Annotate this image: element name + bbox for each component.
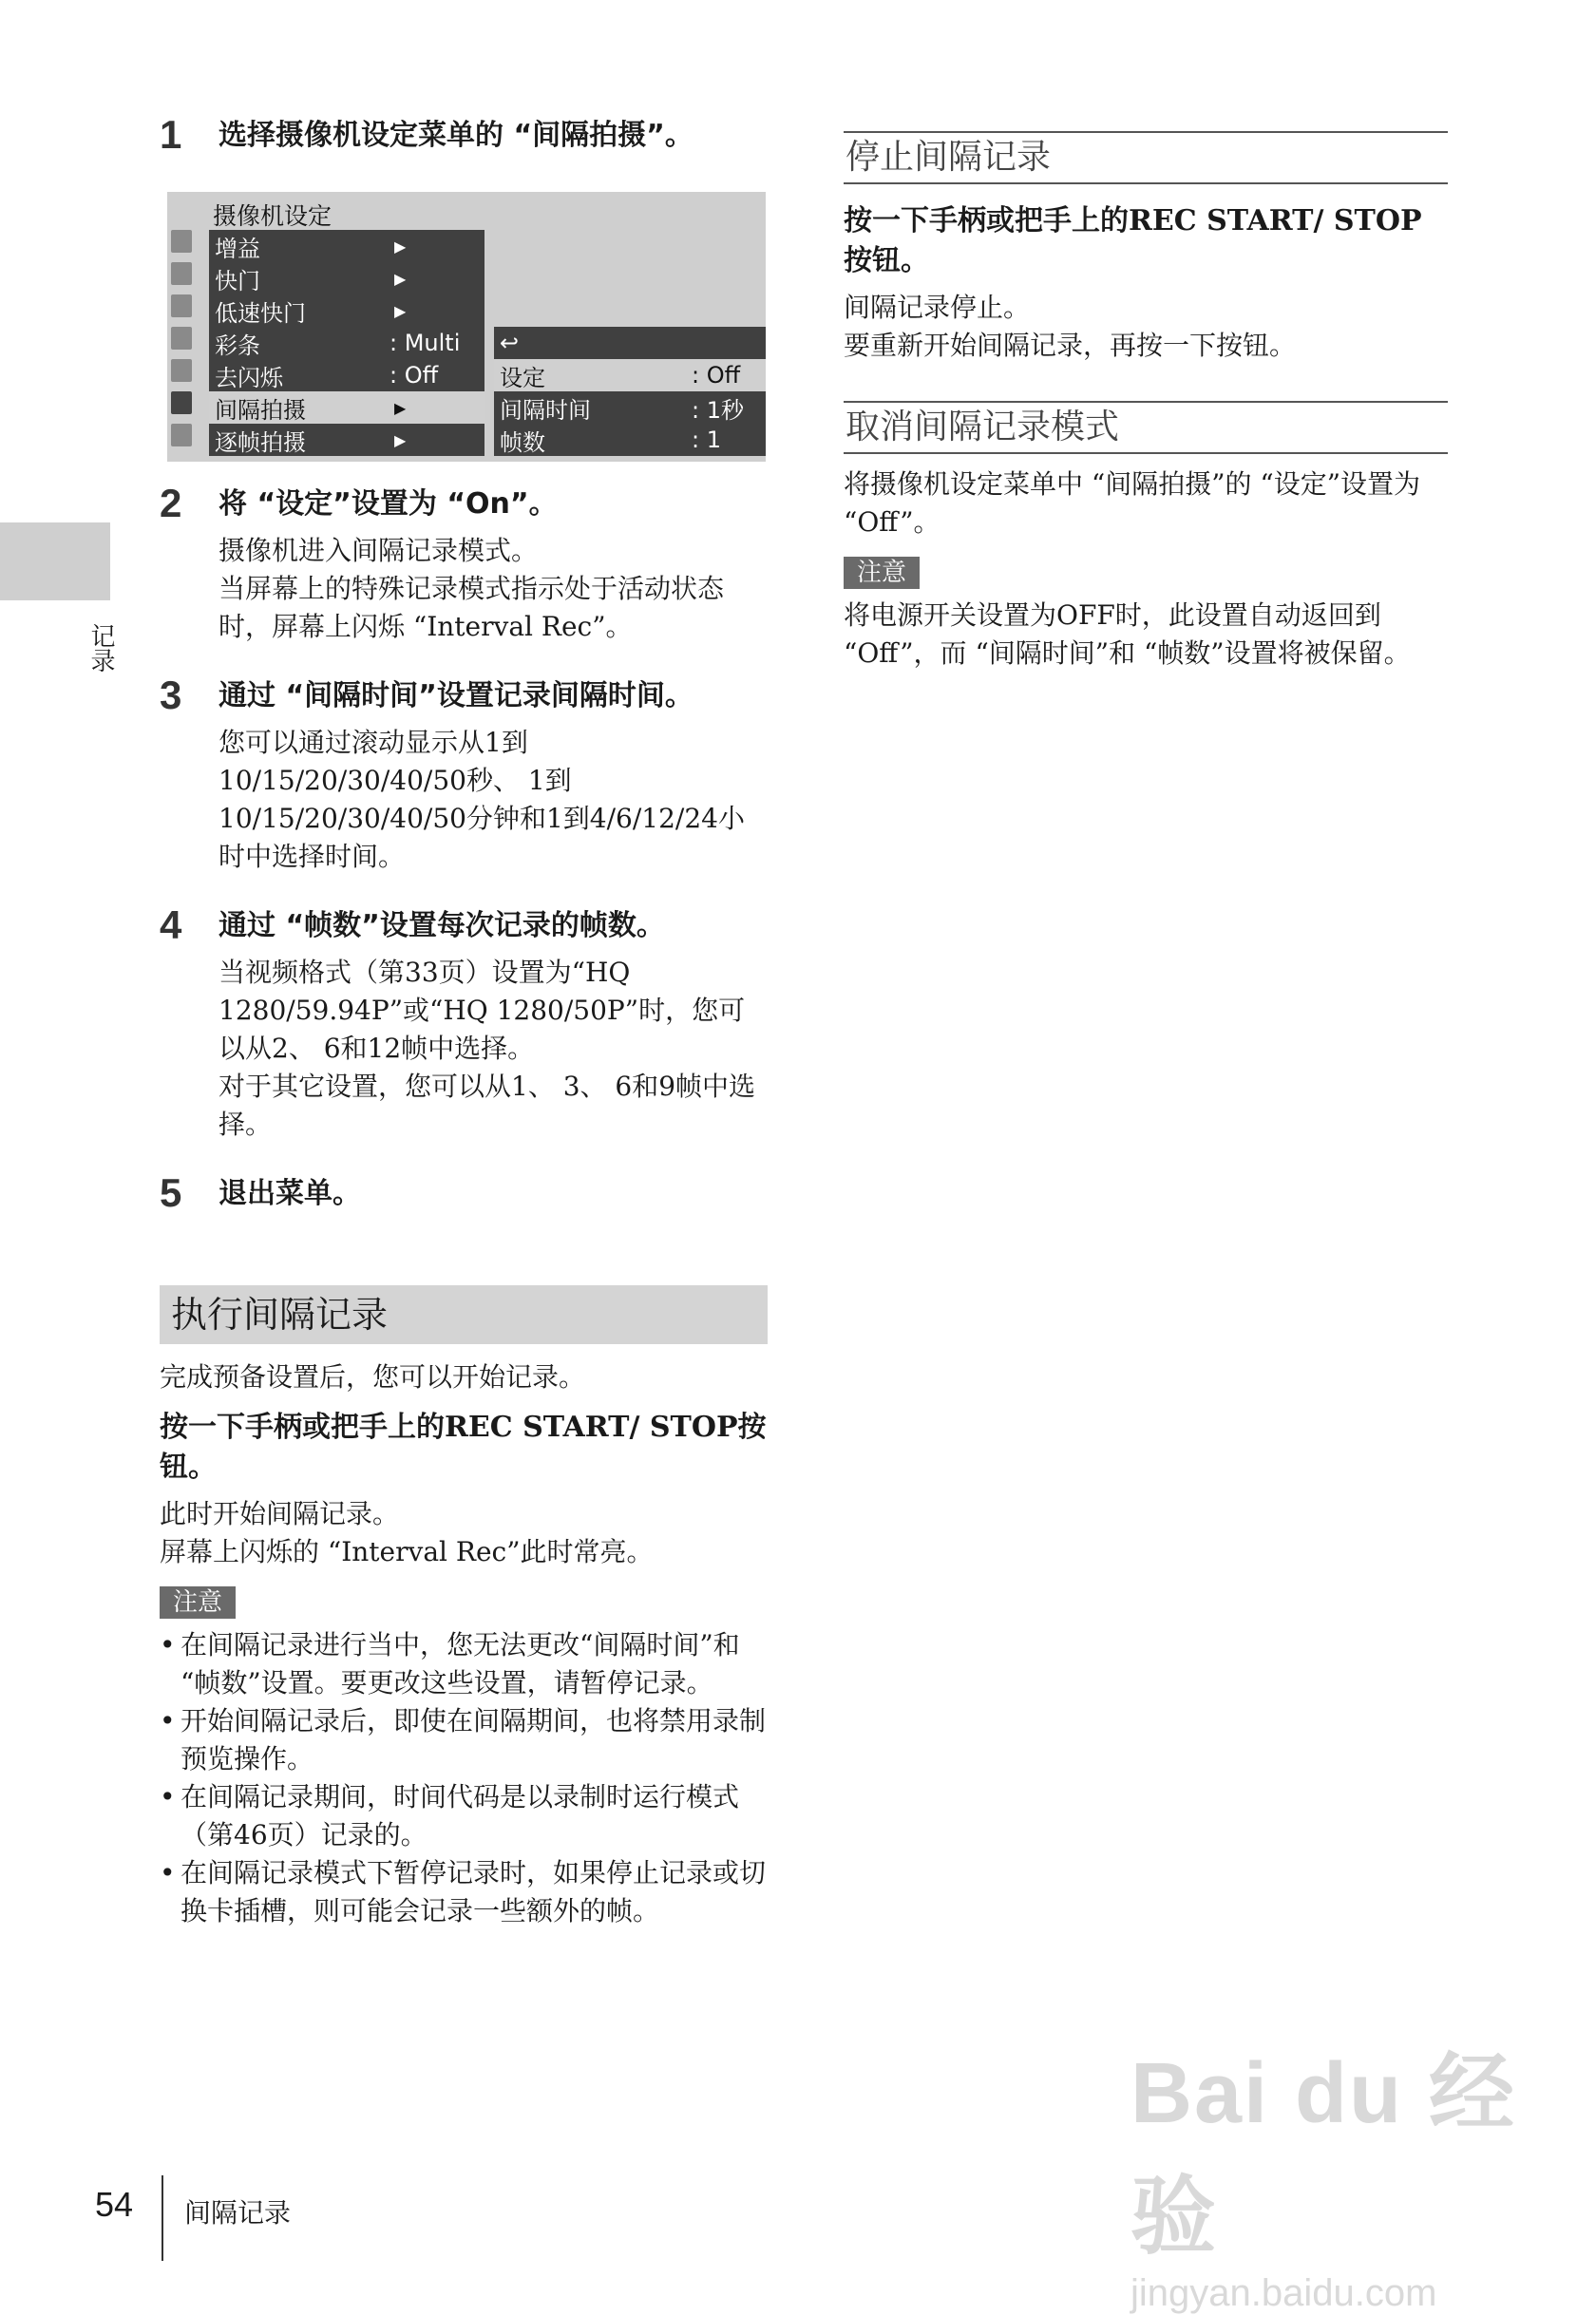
menu-item-label: 去闪烁 [215,364,283,391]
step-body [218,724,768,876]
instruction: 按一下手柄或把手上的REC START/ STOP按钮。 [160,1411,767,1484]
chapter-label: 记录 [86,623,115,673]
step-text: 您可以通过滚动显示从1到10/15/20/30/40/50秒、 1到10/15/20/30/40/50分钟和1到4/6/12/24小时中选择时间。 [218,727,745,872]
steps-column [160,114,768,158]
menu-item-value: ▶ [394,301,407,320]
submenu-item[interactable] [494,424,766,456]
submenu-item[interactable] [494,391,766,424]
menu-item-label: 彩条 [215,332,260,359]
step-text: 摄像机进入间隔记录模式。 [218,535,539,566]
submenu-item-label: 间隔时间 [500,396,591,424]
stop-section [844,131,1448,365]
step-number: 4 [160,902,182,947]
menu-item[interactable] [209,359,484,391]
note-list [160,1626,768,1930]
menu-item-value: ▶ [394,269,407,288]
menu-item[interactable] [209,327,484,359]
menu-item-value: : Multi [390,330,461,356]
menu-item-label: 快门 [215,267,260,294]
step-5 [160,1172,768,1216]
submenu-item-label: 设定 [500,364,545,391]
step-number: 3 [160,673,182,717]
note-item: • 在间隔记录期间，时间代码是以录制时运行模式 （第46页）记录的。 [160,1778,768,1854]
submenu-item-selected[interactable] [494,359,766,391]
media-icon [171,391,192,414]
menu-icon-strip [171,230,196,456]
exec-section [160,1358,768,1930]
step-number: 5 [160,1170,182,1215]
note-item: • 在间隔记录进行当中，您无法更改“间隔时间”和 “帧数”设置。要更改这些设置，请暂停记录。 [160,1626,768,1702]
menu-item-selected[interactable] [209,391,484,424]
footer-section: 间隔记录 [184,2197,292,2229]
menu-item-label: 间隔拍摄 [215,396,306,424]
menu-item-value: ▶ [394,398,407,417]
page-number: 54 [95,2185,134,2224]
section-heading: 执行间隔记录 [160,1285,768,1344]
submenu-item-value: : Off [692,362,741,389]
step-text: 当屏幕上的特殊记录模式指示处于活动状态时，屏幕上闪烁 “Interval Rec”。 [218,573,725,642]
section-heading: 取消间隔记录模式 [844,401,1448,454]
menu-left-list [209,230,484,456]
step-3 [160,674,768,876]
cancel-section [844,401,1448,673]
audio-icon [171,262,192,285]
steps-column-continued [160,483,768,1244]
note-item: • 开始间隔记录后，即使在间隔期间，也将禁用录制预览操作。 [160,1702,768,1778]
body-text: 将摄像机设定菜单中 “间隔拍摄”的 “设定”设置为 “Off”。 [844,468,1421,538]
back-arrow: ↩ [500,330,520,356]
note-text: 将电源开关设置为OFF时，此设置自动返回到 “Off”，而 “间隔时间”和 “帧数”设置将被保留。 [844,599,1411,669]
menu-item[interactable] [209,230,484,262]
menu-item[interactable] [209,262,484,294]
menu-item[interactable] [209,294,484,327]
menu-item-value: ▶ [394,237,407,256]
menu-item-label: 增益 [215,235,260,262]
watermark [1130,2023,1596,2315]
camera-settings-menu [167,192,766,462]
step-text: 对于其它设置，您可以从1、 3、 6和9帧中选择。 [218,1071,756,1140]
instruction: 按一下手柄或把手上的REC START/ STOP按钮。 [844,204,1422,277]
menu-item-value: ▶ [394,430,407,449]
menu-item-label: 逐帧拍摄 [215,428,306,456]
menu-item-value: : Off [390,362,439,389]
submenu-item-value: : 1 [692,427,721,453]
step-title: 将 “设定”设置为 “On”。 [218,487,558,521]
step-1 [160,114,768,158]
menu-title: 摄像机设定 [213,202,332,230]
step-body [218,532,768,646]
video-icon [171,294,192,317]
note-item: • 在间隔记录模式下暂停记录时，如果停止记录或切换卡插槽，则可能会记录一些额外的帧。 [160,1854,768,1930]
chapter-tab [0,522,110,600]
menu-item[interactable] [209,424,484,456]
section-heading: 停止间隔记录 [844,131,1448,184]
menu-submenu [494,327,766,456]
watermark-logo: Bai du 经验 [1130,2046,1517,2265]
body-text: 屏幕上闪烁的 “Interval Rec”此时常亮。 [160,1536,654,1567]
intro-text: 完成预备设置后，您可以开始记录。 [160,1361,586,1393]
note-label: 注意 [160,1586,236,1619]
note-label: 注意 [844,557,920,589]
step-title: 退出菜单。 [218,1177,361,1210]
step-text: 当视频格式（第33页）设置为“HQ 1280/59.94P”或“HQ 1280/50P”时，您可以从2、 6和12帧中选择。 [218,957,746,1064]
submenu-item-label: 帧数 [500,428,545,456]
footer-divider [162,2175,163,2261]
body-text: 间隔记录停止。 [844,292,1031,323]
back-icon[interactable] [494,327,766,359]
step-title: 通过 “帧数”设置每次记录的帧数。 [218,909,665,942]
step-2 [160,483,768,646]
body-text: 要重新开始间隔记录，再按一下按钮。 [844,330,1297,361]
step-number: 1 [160,112,182,157]
step-number: 2 [160,481,182,525]
menu-item-label: 低速快门 [215,299,306,327]
watermark-url: jingyan.baidu.com [1130,2272,1437,2314]
body-text: 此时开始间隔记录。 [160,1498,400,1529]
tc-icon [171,327,192,350]
step-title: 通过 “间隔时间”设置记录间隔时间。 [218,679,694,712]
submenu-item-value: : 1秒 [692,396,744,424]
step-title: 选择摄像机设定菜单的 “间隔拍摄”。 [218,119,694,152]
step-4 [160,904,768,1144]
other-icon [171,424,192,446]
display-icon [171,359,192,382]
step-body [218,954,768,1144]
camera-icon [171,230,192,253]
